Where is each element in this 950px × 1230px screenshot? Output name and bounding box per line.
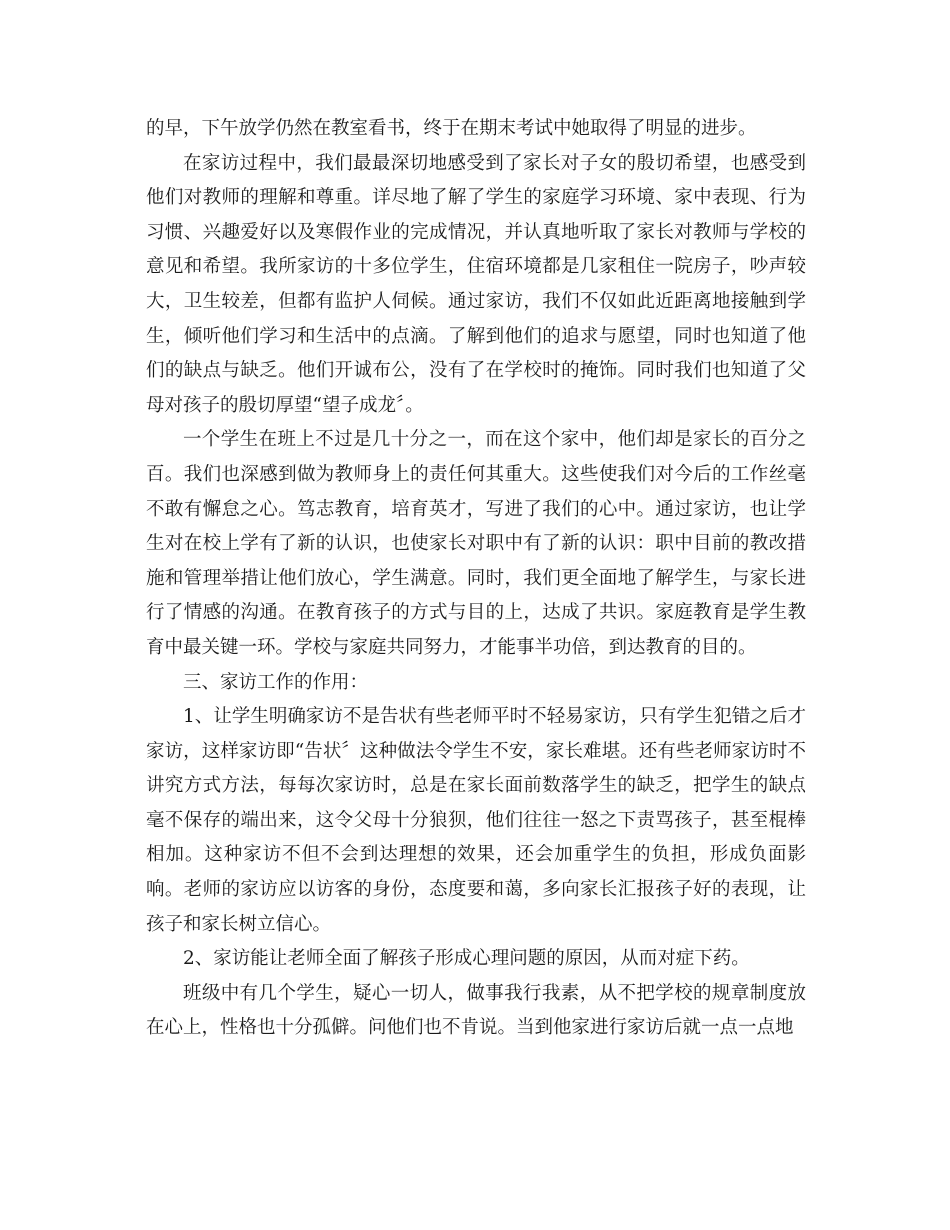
paragraph-continuation: 的早，下午放学仍然在教室看书，终于在期末考试中她取得了明显的进步。 [146, 118, 757, 139]
document-body [146, 112, 806, 1046]
paragraph-class-students: 班级中有几个学生，疑心一切人，做事我行我素，从不把学校的规章制度放在心上，性格也十分孤僻。问他们也不肯说。当到他家进行家访后就一点一点地 [146, 982, 806, 1039]
paragraph-point-1: 1、让学生明确家访不是告状有些老师平时不轻易家访，只有学生犯错之后才家访，这样家访即“告状〞这种做法令学生不安，家长难堪。还有些老师家访时不讲究方式方法，每每次家访时，总是在家长面前数落学生的缺乏，把学生的缺点毫不保存的端出来，这令父母十分狼狈，他们往往一怒之下责骂孩子，甚至棍棒相加。这种家访不但不会到达理想的效果，还会加重学生的负担，形成负面影响。老师的家访应以访客的身份，态度要和蔼，多向家长汇报孩子好的表现，让孩子和家长树立信心。 [146, 706, 806, 935]
paragraph-responsibility: 一个学生在班上不过是几十分之一，而在这个家中，他们却是家长的百分之百。我们也深感到做为教师身上的责任何其重大。这些使我们对今后的工作丝毫不敢有懈怠之心。笃志教育，培育英才，写进了我们的心中。通过家访，也让学生对在校上学有了新的认识，也使家长对职中有了新的认识：职中目前的教改措施和管理举措让他们放心，学生满意。同时，我们更全面地了解学生，与家长进行了情感的沟通。在教育孩子的方式与目的上，达成了共识。家庭教育是学生教育中最关键一环。学校与家庭共同努力，才能事半功倍，到达教育的目的。 [146, 429, 806, 658]
paragraph-home-visit-experience: 在家访过程中，我们最最深切地感受到了家长对子女的殷切希望，也感受到他们对教师的理解和尊重。详尽地了解了学生的家庭学习环境、家中表现、行为习惯、兴趣爱好以及寒假作业的完成情况，并认真地听取了家长对教师与学校的意见和希望。我所家访的十多位学生，住宿环境都是几家租住一院房子，吵声较大，卫生较差，但都有监护人伺候。通过家访，我们不仅如此近距离地接触到学生，倾听他们学习和生活中的点滴。了解到他们的追求与愿望，同时也知道了他们的缺点与缺乏。他们开诚布公，没有了在学校时的掩饰。同时我们也知道了父母对孩子的殷切厚望“望子成龙〞。 [146, 152, 806, 416]
paragraph-point-2: 2、家访能让老师全面了解孩子形成心理问题的原因，从而对症下药。 [183, 948, 750, 970]
section-heading-home-visit-role: 三、家访工作的作用： [183, 671, 369, 693]
